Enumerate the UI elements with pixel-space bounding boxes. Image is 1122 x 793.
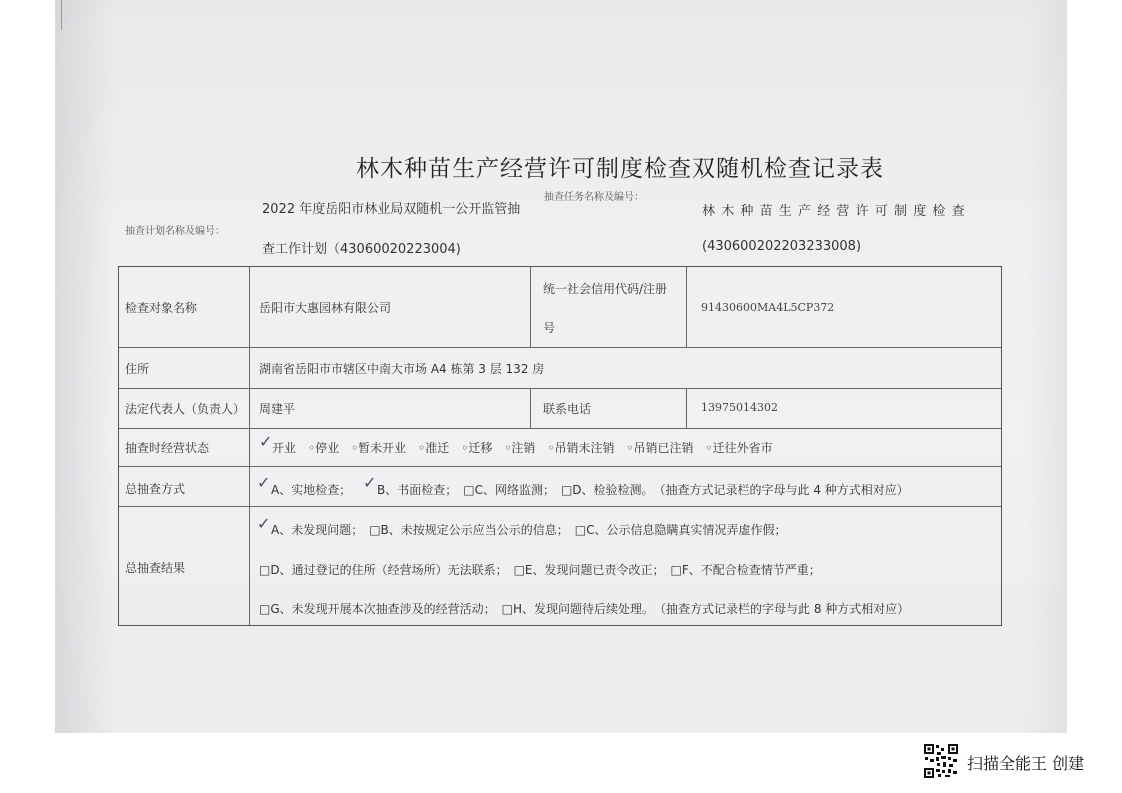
row-divider [119,506,1001,507]
object-name-value: 岳阳市大惠园林有限公司 [259,301,392,315]
checkmark-icon: ✓ [259,432,273,451]
left-shadow [55,0,115,733]
plan-label: 抽查计划名称及编号： [125,226,225,237]
legal-rep-value: 周建平 [259,402,296,416]
column-divider [686,267,687,347]
column-divider [530,267,531,347]
task-text-line2: (430600202203233008) [702,239,862,254]
paper-edge [61,0,62,30]
object-name-label: 检查对象名称 [125,301,198,315]
column-divider [249,267,250,625]
result-label: 总抽查结果 [125,561,186,575]
row-divider [119,388,1001,389]
status-label: 抽查时经营状态 [125,441,210,455]
credit-code-label-line1: 统一社会信用代码/注册 [543,282,668,296]
qr-code-icon [923,743,959,779]
task-label: 抽查任务名称及编号： [544,192,644,203]
task-text-line1: 林木种苗生产经营许可制度检查 [702,204,971,219]
credit-code-label-line2: 号 [543,321,556,335]
address-value: 湖南省岳阳市市辖区中南大市场 A4 栋第 3 层 132 房 [259,362,545,376]
method-option-a: A、实地检查； [271,483,352,497]
phone-label: 联系电话 [543,402,592,416]
phone-value: 13975014302 [701,401,778,414]
scanner-watermark [923,743,1103,779]
row-divider [119,347,1001,348]
right-shadow [1027,0,1067,733]
column-divider [530,388,531,428]
legal-rep-label: 法定代表人（负责人） [125,402,246,416]
document-photo [55,0,1067,733]
result-line3: □G、未发现开展本次抽查涉及的经营活动； □H、发现问题待后续处理。 （抽查方式记录栏的字母与此 8 种方式相对应） [259,602,910,616]
checkmark-icon: ✓ [257,514,271,533]
method-label: 总抽查方式 [125,482,186,496]
checkmark-icon: ✓ [363,473,377,492]
watermark-text: 扫描全能王 创建 [967,754,1085,773]
document-title: 林木种苗生产经营许可制度检查双随机检查记录表 [356,156,884,182]
row-divider [119,428,1001,429]
column-divider [686,388,687,428]
status-options: 开业 ◦停业 ◦暂未开业 ◦准迁 ◦迁移 ◦注销 ◦吊销未注销 ◦吊销已注销 ◦迁往外省市 [272,441,773,455]
plan-text-line2: 查工作计划（43060020223004) [262,242,461,257]
result-line2: □D、通过登记的住所（经营场所）无法联系； □E、发现问题已责令改正； □F、不配合检查情节严重； [259,563,821,577]
checkmark-icon: ✓ [257,473,271,492]
method-options-rest: B、书面检查； □C、网络监测； □D、检验检测。 （抽查方式记录栏的字母与此 4 种方式相对应） [377,483,909,497]
result-line1: A、未发现问题； □B、未按规定公示应当公示的信息； □C、公示信息隐瞒真实情况弄虚作假； [271,523,787,537]
row-divider [119,466,1001,467]
inspection-table [118,266,1002,626]
plan-text-line1: 2022 年度岳阳市林业局双随机一公开监管抽 [262,202,521,217]
address-label: 住所 [125,362,150,376]
credit-code-value: 91430600MA4L5CP372 [701,301,835,314]
